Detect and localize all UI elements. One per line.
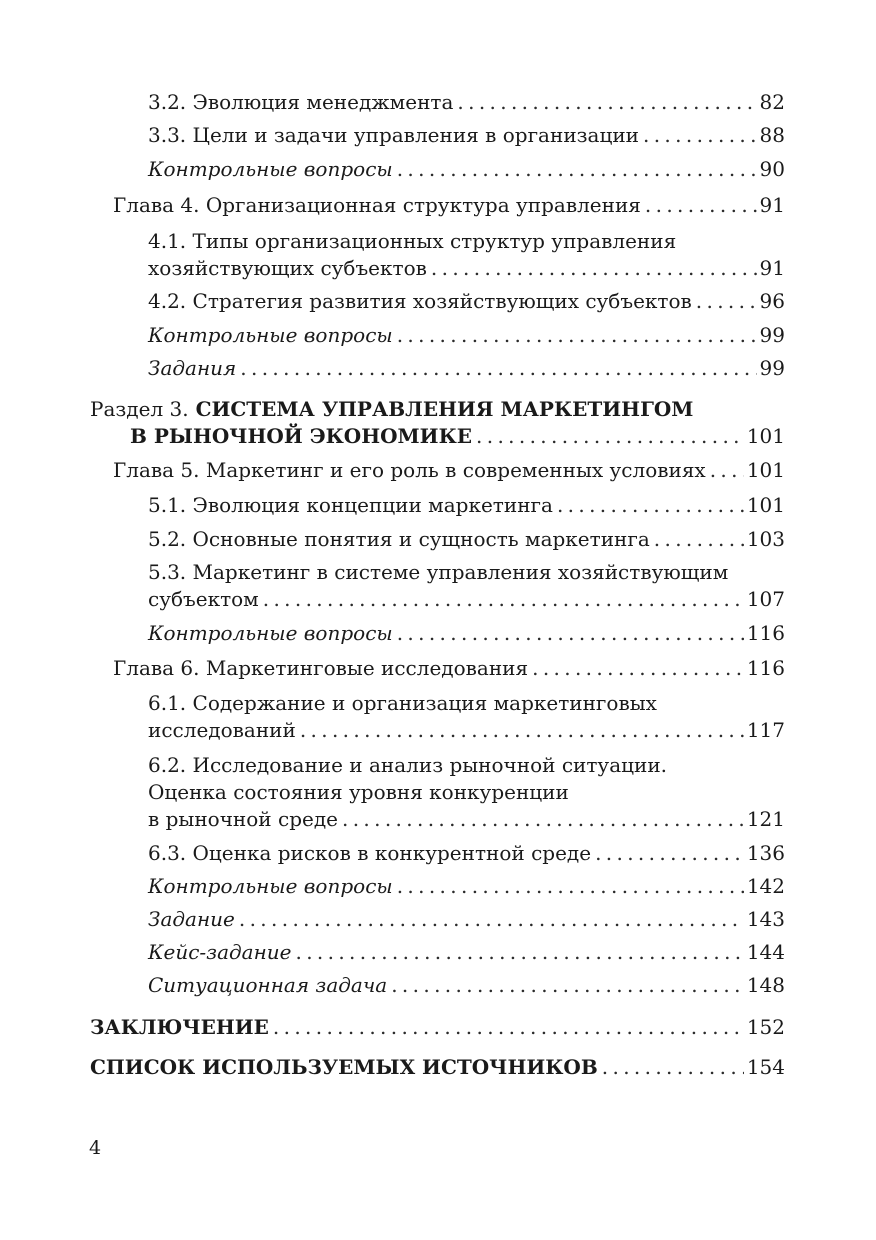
toc-entry-page: 148: [746, 973, 785, 997]
toc-entry-title: 3.3. Цели и задачи управления в организации: [148, 123, 639, 147]
toc-entry-page: 91: [759, 193, 785, 217]
toc-entry-page: 96: [759, 289, 785, 313]
toc-entry-title: Контрольные вопросы: [148, 323, 393, 347]
dot-leader: [273, 1014, 744, 1041]
page-number: 4: [89, 1137, 102, 1159]
dot-leader: [240, 355, 756, 382]
toc-entry-control-questions[interactable]: [148, 620, 785, 647]
toc-entry-page: 91: [759, 256, 785, 280]
toc-entry-5-1[interactable]: [148, 492, 785, 519]
toc-entry-title: Глава 5. Маркетинг и его роль в современных условиях: [113, 458, 706, 482]
toc-entry-title: 6.3. Оценка рисков в конкурентной среде: [148, 841, 592, 865]
toc-entry-title: Кейс-задание: [148, 940, 292, 964]
toc-entry-chapter-6[interactable]: [113, 655, 785, 682]
toc-entry-page: 116: [746, 621, 785, 645]
toc-entry-page: 101: [746, 458, 785, 482]
toc-entry-references[interactable]: [90, 1054, 785, 1081]
toc-entry-title: хозяйствующих субъектов: [148, 256, 427, 280]
section-title: СИСТЕМА УПРАВЛЕНИЯ МАРКЕТИНГОМ: [195, 397, 694, 421]
dot-leader: [696, 288, 757, 315]
toc-entry-page: 144: [746, 940, 785, 964]
toc-entry-title: Глава 6. Маркетинговые исследования: [113, 656, 529, 680]
toc-entry-page: 99: [759, 323, 785, 347]
toc-entry-case-task[interactable]: [148, 939, 785, 966]
dot-leader: [602, 1054, 744, 1081]
toc-entry-page: 136: [746, 841, 785, 865]
dot-leader: [239, 906, 744, 933]
toc-entry-title: Задания: [148, 356, 237, 380]
toc-entry-control-questions[interactable]: [148, 873, 785, 900]
dot-leader: [476, 423, 744, 450]
dot-leader: [295, 939, 743, 966]
toc-entry-page: 82: [759, 90, 785, 114]
toc-entry-page: 117: [746, 718, 785, 742]
dot-leader: [397, 156, 757, 183]
toc-entry-title: СПИСОК ИСПОЛЬЗУЕМЫХ ИСТОЧНИКОВ: [90, 1055, 598, 1079]
dot-leader: [391, 972, 744, 999]
dot-leader: [431, 255, 757, 282]
dot-leader: [342, 806, 744, 833]
toc-entry-4-1[interactable]: [148, 228, 785, 282]
toc-entry-control-questions[interactable]: [148, 156, 785, 183]
toc-entry-5-3[interactable]: [148, 559, 785, 613]
toc-entry-6-3[interactable]: [148, 840, 785, 867]
toc-entry-title: 5.1. Эволюция концепции маркетинга: [148, 493, 553, 517]
section-label: Раздел 3.: [90, 397, 189, 421]
toc-entry-page: 152: [746, 1015, 785, 1039]
toc-entry-title-line: 5.3. Маркетинг в системе управления хозяйствующим: [148, 560, 729, 584]
dot-leader: [710, 457, 744, 484]
dot-leader: [300, 717, 744, 744]
toc-entry-6-2[interactable]: [148, 752, 785, 833]
dot-leader: [532, 655, 744, 682]
toc-entry-title-line: 6.2. Исследование и анализ рыночной ситуации.: [148, 753, 668, 777]
toc-entry-page: 107: [746, 587, 785, 611]
toc-entry-page: 143: [746, 907, 785, 931]
dot-leader: [397, 322, 757, 349]
dot-leader: [457, 89, 756, 116]
dot-leader: [263, 586, 744, 613]
toc-entry-title-line: 4.1. Типы организационных структур управления: [148, 229, 677, 253]
toc-entry-tasks[interactable]: [148, 355, 785, 382]
dot-leader: [654, 526, 744, 553]
toc-entry-situational-task[interactable]: [148, 972, 785, 999]
toc-entry-title-line: Оценка состояния уровня конкуренции: [148, 780, 569, 804]
dot-leader: [397, 873, 744, 900]
toc-entry-chapter-5[interactable]: [113, 457, 785, 484]
toc-entry-title: исследований: [148, 718, 296, 742]
toc-entry-control-questions[interactable]: [148, 322, 785, 349]
toc-entry-page: 88: [759, 123, 785, 147]
dot-leader: [595, 840, 744, 867]
toc-entry-title-line: 6.1. Содержание и организация маркетинговых: [148, 691, 657, 715]
toc-entry-page: 121: [746, 807, 785, 831]
dot-leader: [643, 122, 757, 149]
toc-entry-page: 101: [746, 493, 785, 517]
toc-entry-title: В РЫНОЧНОЙ ЭКОНОМИКЕ: [130, 424, 473, 448]
toc-entry-section-3[interactable]: [90, 396, 785, 450]
toc-entry-page: 90: [759, 157, 785, 181]
toc-entry-title: 3.2. Эволюция менеджмента: [148, 90, 454, 114]
toc-entry-title: Контрольные вопросы: [148, 157, 393, 181]
toc-entry-title: Контрольные вопросы: [148, 621, 393, 645]
toc-entry-title: Глава 4. Организационная структура управления: [113, 193, 641, 217]
toc-entry-title: в рыночной среде: [148, 807, 338, 831]
toc-entry-3-3[interactable]: [148, 122, 785, 149]
toc-entry-page: 116: [746, 656, 785, 680]
toc-entry-page: 99: [759, 356, 785, 380]
toc-entry-6-1[interactable]: [148, 690, 785, 744]
toc-entry-title: субъектом: [148, 587, 259, 611]
dot-leader: [557, 492, 744, 519]
toc-entry-conclusion[interactable]: [90, 1014, 785, 1041]
toc-entry-title: 5.2. Основные понятия и сущность маркетинга: [148, 527, 650, 551]
toc-entry-page: 142: [746, 874, 785, 898]
toc-entry-page: 154: [746, 1055, 785, 1079]
toc-entry-4-2[interactable]: [148, 288, 785, 315]
toc-entry-3-2[interactable]: [148, 89, 785, 116]
toc-entry-title: Задание: [148, 907, 235, 931]
toc-entry-title: ЗАКЛЮЧЕНИЕ: [90, 1015, 269, 1039]
toc-entry-title: 4.2. Стратегия развития хозяйствующих субъектов: [148, 289, 692, 313]
toc-entry-page: 103: [746, 527, 785, 551]
toc-entry-task[interactable]: [148, 906, 785, 933]
toc-entry-chapter-4[interactable]: [113, 192, 785, 219]
toc-entry-title: Контрольные вопросы: [148, 874, 393, 898]
toc-entry-5-2[interactable]: [148, 526, 785, 553]
toc-section-title-line: [90, 396, 785, 423]
dot-leader: [397, 620, 744, 647]
dot-leader: [645, 192, 757, 219]
toc-entry-page: 101: [746, 424, 785, 448]
toc-entry-title: Ситуационная задача: [148, 973, 388, 997]
